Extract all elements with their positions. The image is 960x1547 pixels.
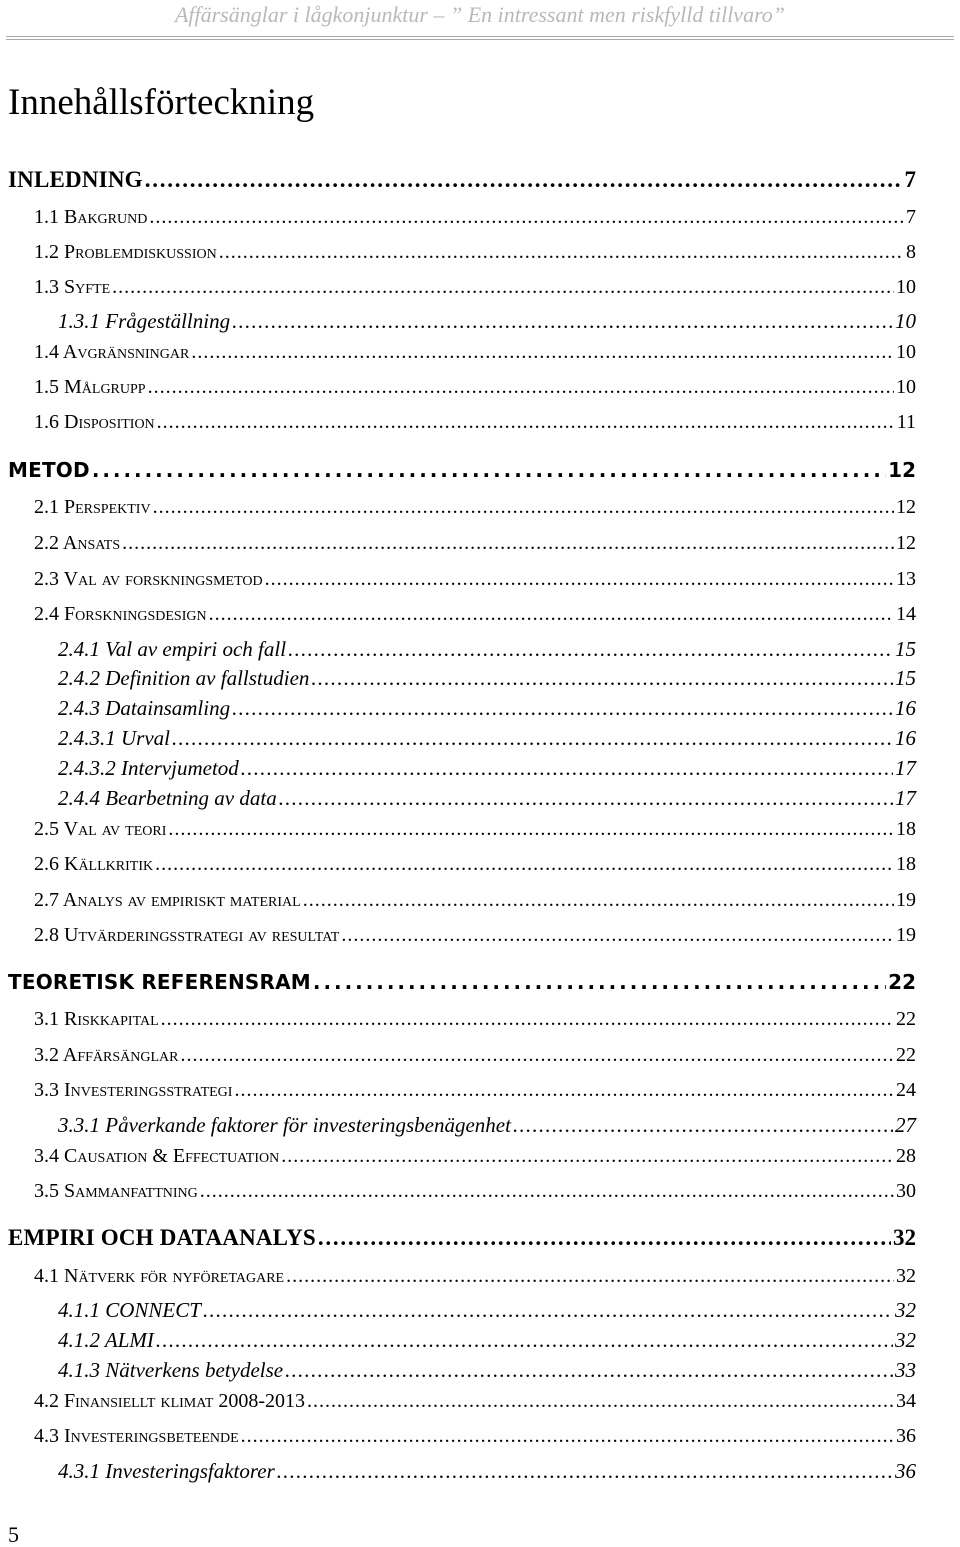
toc-entry-page: 16: [895, 726, 916, 750]
toc-entry-subsection[interactable]: [58, 306, 916, 336]
dot-leader: [241, 753, 893, 783]
toc-entry-label: 1.2 Problemdiskussion: [34, 241, 217, 263]
toc-entry-section[interactable]: [34, 272, 916, 302]
toc-entry-label: EMPIRI OCH DATAANALYS: [8, 1225, 316, 1250]
page-number: 5: [8, 1522, 19, 1547]
dot-leader: [156, 1325, 893, 1355]
toc-entry-section[interactable]: [34, 528, 916, 558]
toc-entry-section[interactable]: [34, 849, 916, 879]
dot-leader: [279, 783, 893, 813]
toc-entry-label: INLEDNING: [8, 167, 143, 192]
toc-entry-chapter[interactable]: [8, 455, 916, 485]
dot-leader: [122, 528, 894, 558]
toc-entry-subsection[interactable]: [58, 1355, 916, 1385]
toc-entry-subsection[interactable]: [58, 1110, 916, 1140]
dot-leader: [219, 237, 904, 267]
toc-entry-subsection[interactable]: [58, 634, 916, 664]
toc-entry-page: 32: [896, 1265, 916, 1287]
toc-entry-label: 1.3 Syfte: [34, 276, 111, 298]
toc-entry-page: 12: [896, 496, 916, 518]
dot-leader: [232, 306, 893, 336]
toc-entry-section[interactable]: [34, 407, 916, 437]
toc-entry-page: 18: [896, 818, 916, 840]
toc-entry-chapter[interactable]: [8, 1223, 916, 1253]
toc-entry-label: 2.3 Val av forskningsmetod: [34, 568, 263, 590]
dot-leader: [286, 1261, 894, 1291]
dot-leader: [112, 272, 894, 302]
toc-entry-page: 32: [893, 1225, 916, 1250]
toc-entry-section[interactable]: [34, 202, 916, 232]
toc-entry-label: TEORETISK REFERENSRAM: [8, 970, 311, 994]
toc-entry-page: 22: [896, 1008, 916, 1030]
dot-leader: [303, 885, 894, 915]
dot-leader: [155, 849, 894, 879]
toc-entry-page: 13: [896, 568, 916, 590]
toc-entry-label: 2.4.2 Definition av fallstudien: [58, 666, 310, 690]
toc-entry-page: 19: [896, 889, 916, 911]
toc-entry-label: 4.3.1 Investeringsfaktorer: [58, 1459, 275, 1483]
toc-entry-label: 1.4 Avgränsningar: [34, 341, 190, 363]
dot-leader: [241, 1421, 894, 1451]
toc-entry-page: 10: [895, 309, 916, 333]
toc-entry-page: 17: [895, 756, 916, 780]
toc-entry-subsection[interactable]: [58, 1295, 916, 1325]
toc-title: Innehållsförteckning: [8, 82, 315, 123]
dot-leader: [161, 1004, 894, 1034]
dot-leader: [145, 165, 903, 195]
toc-entry-label: 3.3 Investeringsstrategi: [34, 1079, 233, 1101]
dot-leader: [234, 1075, 894, 1105]
toc-entry-page: 11: [896, 411, 916, 433]
toc-entry-label: 2.2 Ansats: [34, 532, 121, 554]
toc-entry-section[interactable]: [34, 814, 916, 844]
toc-entry-label: 2.6 Källkritik: [34, 853, 154, 875]
toc-entry-label: 2.4.3.2 Intervjumetod: [58, 756, 239, 780]
toc-entry-label: 3.5 Sammanfattning: [34, 1180, 198, 1202]
dot-leader: [311, 663, 893, 693]
toc-entry-section[interactable]: [34, 1075, 916, 1105]
dot-leader: [513, 1110, 893, 1140]
toc-entry-subsection[interactable]: [58, 693, 916, 723]
toc-entry-label: 4.3 Investeringsbeteende: [34, 1425, 239, 1447]
toc-entry-page: 7: [906, 206, 916, 228]
toc-entry-page: 17: [895, 786, 916, 810]
toc-entry-section[interactable]: [34, 1040, 916, 1070]
toc-entry-chapter[interactable]: [8, 165, 916, 195]
toc-entry-page: 32: [895, 1328, 916, 1352]
toc-entry-section[interactable]: [34, 920, 916, 950]
toc-entry-label: 2.4.3 Datainsamling: [58, 696, 231, 720]
toc-entry-section[interactable]: [34, 885, 916, 915]
toc-entry-label: 4.2 Finansiellt klimat 2008-2013: [34, 1390, 306, 1412]
toc-entry-label: 2.1 Perspektiv: [34, 496, 151, 518]
dot-leader: [92, 455, 886, 485]
toc-entry-page: 16: [895, 696, 916, 720]
dot-leader: [209, 599, 894, 629]
toc-entry-label: 1.5 Målgrupp: [34, 376, 146, 398]
toc-entry-page: 15: [895, 666, 916, 690]
header-rule: [6, 36, 954, 40]
toc-entry-page: 24: [896, 1079, 916, 1101]
toc-entry-page: 18: [896, 853, 916, 875]
toc-entry-label: 3.3.1 Påverkande faktorer för investeringsbenägenhet: [58, 1113, 511, 1137]
toc-entry-section[interactable]: [34, 564, 916, 594]
toc-entry-label: 4.1.1 CONNECT: [58, 1298, 201, 1322]
toc-entry-section[interactable]: [34, 1141, 916, 1171]
toc-entry-label: 2.5 Val av teori: [34, 818, 167, 840]
toc-entry-label: 4.1.3 Nätverkens betydelse: [58, 1358, 284, 1382]
toc-entry-section[interactable]: [34, 1261, 916, 1291]
toc-entry-page: 12: [888, 458, 916, 482]
toc-entry-subsection[interactable]: [58, 783, 916, 813]
toc-entry-page: 19: [896, 924, 916, 946]
dot-leader: [168, 814, 894, 844]
toc-entry-label: 3.4 Causation & Effectuation: [34, 1145, 280, 1167]
dot-leader: [148, 372, 894, 402]
toc-entry-subsection[interactable]: [58, 723, 916, 753]
toc-entry-chapter[interactable]: [8, 967, 916, 997]
dot-leader: [288, 634, 893, 664]
toc-entry-page: 15: [895, 637, 916, 661]
dot-leader: [172, 723, 893, 753]
toc-entry-subsection[interactable]: [58, 1325, 916, 1355]
dot-leader: [203, 1295, 893, 1325]
dot-leader: [157, 407, 895, 437]
toc-entry-section[interactable]: [34, 1421, 916, 1451]
toc-entry-label: 4.1.2 ALMI: [58, 1328, 154, 1352]
toc-entry-page: 32: [895, 1298, 916, 1322]
toc-entry-page: 10: [896, 276, 916, 298]
toc-entry-label: 2.4 Forskningsdesign: [34, 603, 207, 625]
toc-entry-page: 10: [896, 341, 916, 363]
toc-entry-section[interactable]: [34, 1004, 916, 1034]
toc-entry-page: 30: [896, 1180, 916, 1202]
toc-entry-label: METOD: [8, 458, 90, 482]
toc-entry-page: 22: [896, 1044, 916, 1066]
dot-leader: [149, 202, 904, 232]
toc-entry-page: 28: [896, 1145, 916, 1167]
toc-entry-label: 2.8 Utvärderingsstrategi av resultat: [34, 924, 340, 946]
dot-leader: [200, 1176, 894, 1206]
toc-entry-page: 36: [896, 1425, 916, 1447]
toc-entry-label: 4.1 Nätverk för nyföretagare: [34, 1265, 285, 1287]
toc-entry-label: 1.6 Disposition: [34, 411, 155, 433]
toc-entry-section[interactable]: [34, 337, 916, 367]
toc-entry-label: 1.1 Bakgrund: [34, 206, 148, 228]
toc-entry-label: 3.2 Affärsänglar: [34, 1044, 179, 1066]
dot-leader: [180, 1040, 894, 1070]
toc-entry-page: 36: [895, 1459, 916, 1483]
toc-entry-page: 27: [895, 1113, 916, 1137]
toc-entry-page: 22: [888, 970, 916, 994]
toc-entry-page: 34: [896, 1390, 916, 1412]
toc-entry-page: 7: [904, 167, 916, 192]
toc-entry-label: 2.7 Analys av empiriskt material: [34, 889, 301, 911]
toc-entry-section[interactable]: [34, 599, 916, 629]
toc-entry-page: 33: [895, 1358, 916, 1382]
toc-entry-subsection[interactable]: [58, 753, 916, 783]
dot-leader: [341, 920, 894, 950]
dot-leader: [285, 1355, 893, 1385]
toc-entry-section[interactable]: [34, 237, 916, 267]
toc-entry-label: 2.4.1 Val av empiri och fall: [58, 637, 287, 661]
toc-entry-subsection[interactable]: [58, 1456, 916, 1486]
dot-leader: [313, 967, 886, 997]
toc-entry-label: 2.4.4 Bearbetning av data: [58, 786, 277, 810]
dot-leader: [232, 693, 893, 723]
running-head: Affärsänglar i lågkonjunktur – ” En intressant men riskfylld tillvaro”: [174, 2, 786, 27]
dot-leader: [265, 564, 894, 594]
toc-entry-label: 1.3.1 Frågeställning: [58, 309, 231, 333]
dot-leader: [281, 1141, 894, 1171]
dot-leader: [307, 1386, 894, 1416]
toc-entry-page: 8: [906, 241, 916, 263]
toc-entry-label: 2.4.3.1 Urval: [58, 726, 170, 750]
toc-entry-section[interactable]: [34, 372, 916, 402]
toc-entry-label: 3.1 Riskkapital: [34, 1008, 159, 1030]
toc-entry-section[interactable]: [34, 1176, 916, 1206]
toc-entry-section[interactable]: [34, 492, 916, 522]
toc-entry-section[interactable]: [34, 1386, 916, 1416]
dot-leader: [191, 337, 894, 367]
toc-entry-subsection[interactable]: [58, 663, 916, 693]
dot-leader: [277, 1456, 893, 1486]
toc-entry-page: 10: [896, 376, 916, 398]
toc-entry-page: 14: [896, 603, 916, 625]
toc-entry-page: 12: [896, 532, 916, 554]
dot-leader: [153, 492, 894, 522]
dot-leader: [318, 1223, 891, 1253]
